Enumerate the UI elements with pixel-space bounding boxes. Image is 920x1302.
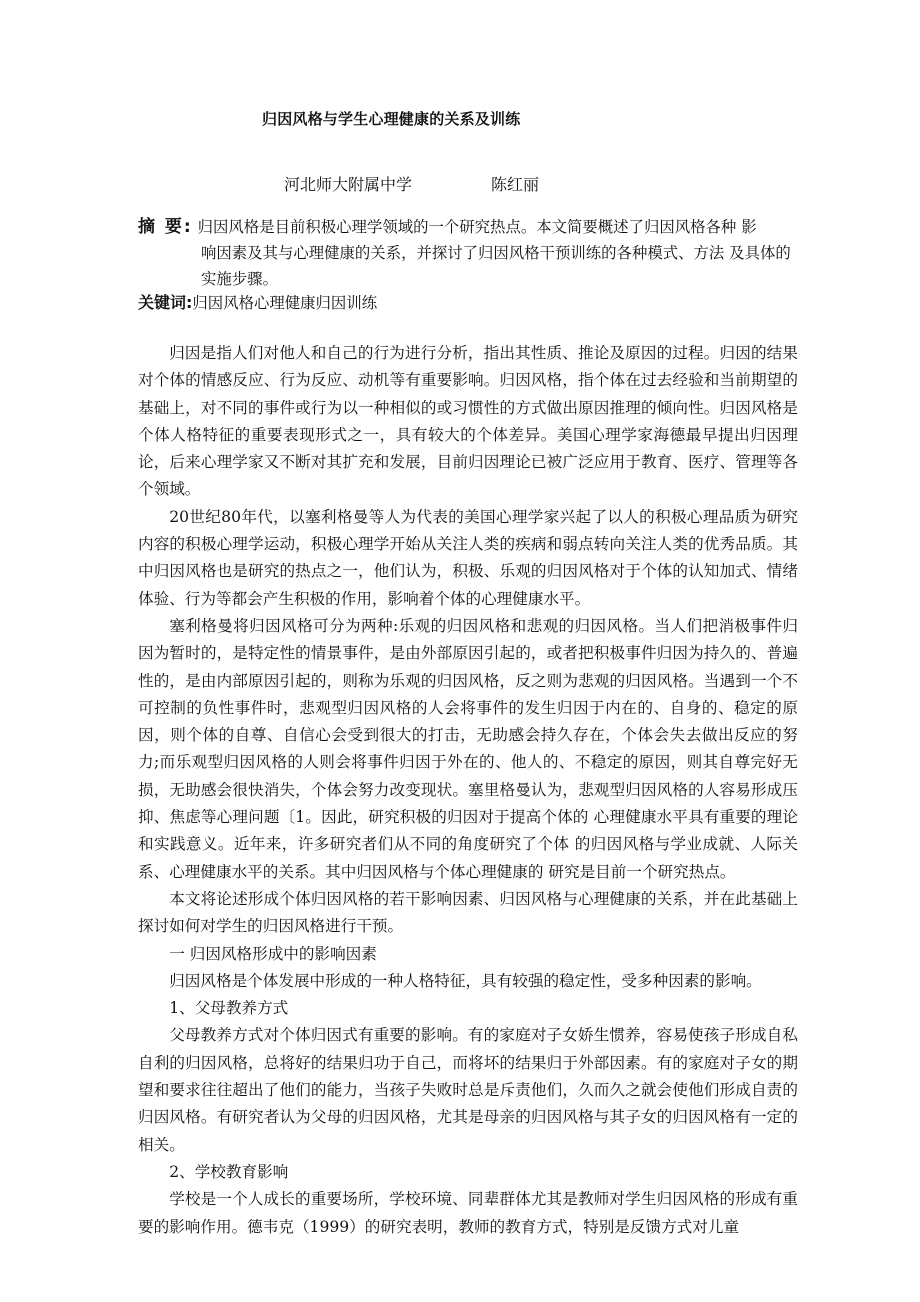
author-name: 陈红丽: [491, 175, 540, 194]
abstract-line-1: 归因风格是目前积极心理学领域的一个研究热点。本文简要概述了归因风格各种 影: [197, 218, 757, 236]
paragraph: 归因风格是个体发展中形成的一种人格特征，具有较强的稳定性，受多种因素的影响。: [169, 971, 762, 990]
abstract-label: 摘 要:: [138, 217, 193, 237]
abstract-continuation: 响因素及其与心理健康的关系，并探讨了归因风格干预训练的各种模式、方法 及具体的实施步骤。: [201, 244, 791, 288]
paragraph: 归因是指人们对他人和自己的行为进行分析，指出其性质、推论及原因的过程。归因的结果对个体的情感反应、行为反应、动机等有重要影响。归因风格，指个体在过去经验和当前期望的基础上，对不同的事件或行为以一种相似的或习惯性的方式做出原因推理的倾向性。归因风格是个体人格特征的重要表现形式之一，具有较大的个体差异。美国心理学家海德最早提出归因理论，后来心理学家又不断对其扩充和发展，目前归因理论已被广泛应用于教育、医疗、管理等各个领域。: [138, 344, 798, 499]
keywords: [138, 290, 377, 316]
paragraph: 塞利格曼将归因风格可分为两种:乐观的归因风格和悲观的归因风格。当人们把消极事件归因为暂时的，是特定性的情景事件，是由外部原因引起的，或者把积极事件归因为持久的、普遍性的，是由内部原因引起的，则称为乐观的归因风格，反之则为悲观的归因风格。当遇到一个不可控制的负性事件时，悲观型归因风格的人会将事件的发生归因于内在的、自身的、稳定的原因，则个体的自尊、自信心会受到很大的打击，无助感会持久存在，个体会失去做出反应的努力;而乐观型归因风格的人则会将事件归因于外在的、他人的、不稳定的原因，则其自尊完好无损，无助感会很快消失，个体会努力改变现状。塞里格曼认为，悲观型归因风格的人容易形成压抑、焦虑等心理问题〔1。因此，研究积极的归因对于提高个体的 心理健康水平具有重要的理论和实践意义。近年来，许多研究者们从不同的角度研究了个体 的归因风格与学业成就、人际关系、心理健康水平的关系。其中归因风格与个体心理健康的 研究是目前一个研究热点。: [138, 616, 798, 881]
section-heading: 一 归因风格形成中的影响因素: [169, 944, 377, 963]
author-school: 河北师大附属中学: [284, 175, 413, 194]
document-title: 归因风格与学生心理健康的关系及训练: [262, 110, 521, 128]
subsection-heading: 2、学校教育影响: [169, 1162, 289, 1181]
paragraph: 父母教养方式对个体归因式有重要的影响。有的家庭对子女娇生惯养，容易使孩子形成自私自利的归因风格，总将好的结果归功于自己，而将坏的结果归于外部因素。有的家庭对子女的期望和要求往往超出了他们的能力，当孩子失败时总是斥责他们，久而久之就会使他们形成自责的归因风格。有研究者认为父母的归因风格，尤其是母亲的归因风格与其子女的归因风格有一定的相关。: [138, 1026, 798, 1154]
paragraph: 学校是一个人成长的重要场所，学校环境、同辈群体尤其是教师对学生归因风格的形成有重要的影响作用。德韦克（1999）的研究表明，教师的教育方式，特别是反馈方式对儿童: [138, 1190, 798, 1236]
abstract: [138, 214, 798, 292]
keywords-label: 关键词:: [138, 293, 193, 312]
body-text: [138, 340, 798, 1241]
paragraph: 20世纪80年代，以塞利格曼等人为代表的美国心理学家兴起了以人的积极心理品质为研究内容的积极心理学运动，积极心理学开始从关注人类的疾病和弱点转向关注人类的优秀品质。其中归因风格也是研究的热点之一，他们认为，积极、乐观的归因风格对于个体的认知加式、情绪体验、行为等都会产生积极的作用，影响着个体的心理健康水平。: [138, 507, 798, 608]
keywords-text: 归因风格心理健康归因训练: [192, 294, 378, 312]
paragraph: 本文将论述形成个体归因风格的若干影响因素、归因风格与心理健康的关系，并在此基础上探讨如何对学生的归因风格进行干预。: [138, 889, 798, 936]
subsection-heading: 1、父母教养方式: [169, 999, 289, 1018]
